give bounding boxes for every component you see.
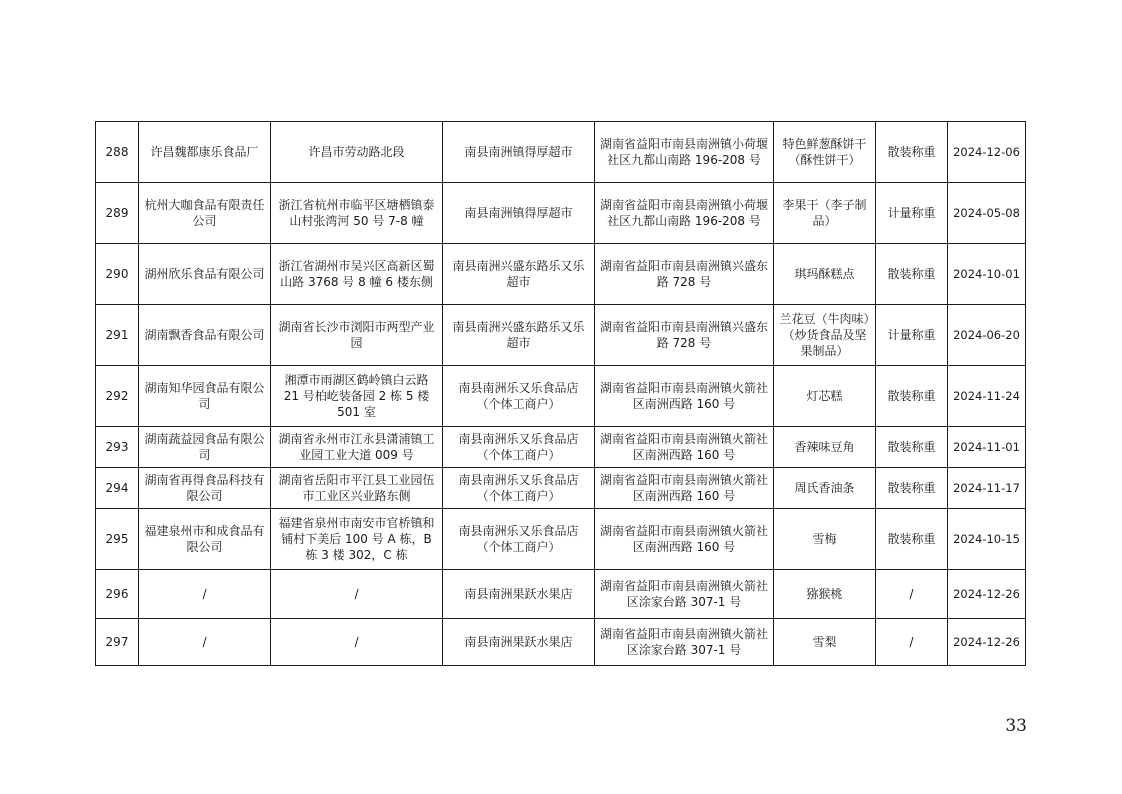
producer-name: 湖南飘香食品有限公司 [139,305,271,366]
page-number: 33 [1005,716,1027,736]
producer-address: 浙江省杭州市临平区塘栖镇泰山村张湾河 50 号 7-8 幢 [271,183,443,244]
store-address: 湖南省益阳市南县南洲镇兴盛东路 728 号 [595,244,774,305]
row-number: 291 [96,305,139,366]
product-name: 李果干（李子制品） [774,183,876,244]
row-number: 289 [96,183,139,244]
producer-name: 湖南蔬益园食品有限公司 [139,427,271,468]
producer-name: 福建泉州市和成食品有限公司 [139,509,271,570]
table-row [96,509,1026,570]
production-date: 2024-11-24 [948,366,1026,427]
table-row [96,570,1026,619]
store-name: 南县南洲镇得厚超市 [443,183,595,244]
store-name: 南县南洲乐又乐食品店（个体工商户） [443,427,595,468]
row-number: 294 [96,468,139,509]
store-name: 南县南洲果跃水果店 [443,619,595,666]
row-number: 288 [96,122,139,183]
packaging-type: 散装称重 [876,366,948,427]
store-name: 南县南洲乐又乐食品店（个体工商户） [443,468,595,509]
table-row [96,305,1026,366]
producer-address: 湖南省岳阳市平江县工业园伍市工业区兴业路东侧 [271,468,443,509]
producer-address: / [271,570,443,619]
producer-name: 湖州欣乐食品有限公司 [139,244,271,305]
inspection-table [95,121,1026,666]
store-address: 湖南省益阳市南县南洲镇火箭社区南洲西路 160 号 [595,427,774,468]
packaging-type: 散装称重 [876,244,948,305]
packaging-type: / [876,619,948,666]
production-date: 2024-11-01 [948,427,1026,468]
producer-address: 湖南省长沙市浏阳市两型产业园 [271,305,443,366]
row-number: 290 [96,244,139,305]
producer-address: 湖南省永州市江永县潇浦镇工业园工业大道 009 号 [271,427,443,468]
packaging-type: 散装称重 [876,509,948,570]
table-row [96,244,1026,305]
store-address: 湖南省益阳市南县南洲镇火箭社区南洲西路 160 号 [595,509,774,570]
product-name: 特色鲜葱酥饼干（酥性饼干） [774,122,876,183]
producer-address: 福建省泉州市南安市官桥镇和铺村下美后 100 号 A 栋，B 栋 3 楼 302，C 栋 [271,509,443,570]
product-name: 琪玛酥糕点 [774,244,876,305]
packaging-type: 散装称重 [876,468,948,509]
store-name: 南县南洲兴盛东路乐又乐超市 [443,244,595,305]
row-number: 297 [96,619,139,666]
table-row [96,427,1026,468]
production-date: 2024-05-08 [948,183,1026,244]
product-name: 香辣味豆角 [774,427,876,468]
production-date: 2024-06-20 [948,305,1026,366]
product-name: 雪梅 [774,509,876,570]
producer-address: / [271,619,443,666]
producer-address: 浙江省湖州市吴兴区高新区蜀山路 3768 号 8 幢 6 楼东侧 [271,244,443,305]
producer-name: 杭州大咖食品有限责任公司 [139,183,271,244]
production-date: 2024-10-15 [948,509,1026,570]
store-name: 南县南洲乐又乐食品店（个体工商户） [443,366,595,427]
producer-address: 湘潭市雨湖区鹤岭镇白云路 21 号柏屹装备园 2 栋 5 楼 501 室 [271,366,443,427]
store-name: 南县南洲镇得厚超市 [443,122,595,183]
table-row [96,619,1026,666]
row-number: 293 [96,427,139,468]
store-name: 南县南洲乐又乐食品店（个体工商户） [443,509,595,570]
production-date: 2024-10-01 [948,244,1026,305]
table-row [96,366,1026,427]
packaging-type: 散装称重 [876,427,948,468]
producer-name: 许昌魏都康乐食品厂 [139,122,271,183]
producer-name: 湖南知华园食品有限公司 [139,366,271,427]
product-name: 兰花豆（牛肉味）（炒货食品及坚果制品） [774,305,876,366]
production-date: 2024-12-26 [948,570,1026,619]
producer-name: / [139,619,271,666]
store-name: 南县南洲兴盛东路乐又乐超市 [443,305,595,366]
store-name: 南县南洲果跃水果店 [443,570,595,619]
store-address: 湖南省益阳市南县南洲镇兴盛东路 728 号 [595,305,774,366]
production-date: 2024-11-17 [948,468,1026,509]
row-number: 292 [96,366,139,427]
store-address: 湖南省益阳市南县南洲镇小荷堰社区九都山南路 196-208 号 [595,183,774,244]
packaging-type: / [876,570,948,619]
table-row [96,183,1026,244]
store-address: 湖南省益阳市南县南洲镇火箭社区涂家台路 307-1 号 [595,619,774,666]
packaging-type: 计量称重 [876,305,948,366]
producer-name: 湖南省再得食品科技有限公司 [139,468,271,509]
producer-address: 许昌市劳动路北段 [271,122,443,183]
row-number: 295 [96,509,139,570]
product-name: 灯芯糕 [774,366,876,427]
product-name: 雪梨 [774,619,876,666]
store-address: 湖南省益阳市南县南洲镇火箭社区南洲西路 160 号 [595,468,774,509]
production-date: 2024-12-26 [948,619,1026,666]
producer-name: / [139,570,271,619]
table-row [96,122,1026,183]
packaging-type: 散装称重 [876,122,948,183]
table-row [96,468,1026,509]
packaging-type: 计量称重 [876,183,948,244]
product-name: 猕猴桃 [774,570,876,619]
product-name: 周氏香油条 [774,468,876,509]
store-address: 湖南省益阳市南县南洲镇火箭社区南洲西路 160 号 [595,366,774,427]
store-address: 湖南省益阳市南县南洲镇小荷堰社区九都山南路 196-208 号 [595,122,774,183]
production-date: 2024-12-06 [948,122,1026,183]
row-number: 296 [96,570,139,619]
store-address: 湖南省益阳市南县南洲镇火箭社区涂家台路 307-1 号 [595,570,774,619]
